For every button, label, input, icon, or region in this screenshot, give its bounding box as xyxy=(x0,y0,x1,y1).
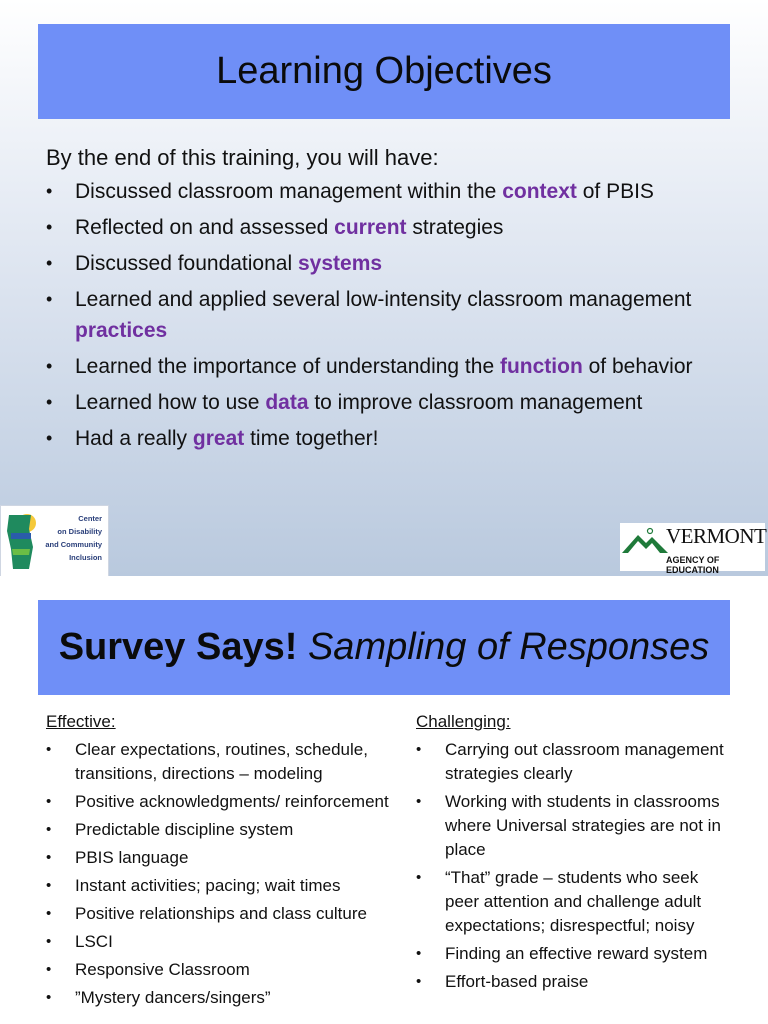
slide-survey-says xyxy=(0,580,768,1024)
list-item: • Discussed foundational systems xyxy=(46,248,736,279)
vermont-aoe-logo xyxy=(620,523,767,575)
effective-heading: Effective: xyxy=(46,712,116,731)
list-item: • Effort-based praise xyxy=(416,970,736,994)
challenging-heading: Challenging: xyxy=(416,712,511,731)
list-item: • Clear expectations, routines, schedule, transitions, directions – modeling xyxy=(46,740,368,783)
slide-title: Survey Says! Sampling of Responses xyxy=(58,626,710,668)
bullet-icon: • xyxy=(46,821,52,838)
bullet-icon: • xyxy=(46,181,53,201)
highlight-word: function xyxy=(499,355,583,378)
list-item: • Learned how to use data to improve classroom management xyxy=(46,387,736,418)
bullet-icon: • xyxy=(416,793,422,810)
highlight-word: data xyxy=(265,391,309,414)
list-item: • Discussed classroom management within the context of PBIS xyxy=(46,176,736,207)
list-item: • Working with students in classrooms where Universal strategies are not in place xyxy=(416,792,721,859)
list-item: • LSCI xyxy=(46,930,398,954)
title-bar xyxy=(38,24,730,119)
vermont-map-icon xyxy=(5,509,39,573)
bullet-icon: • xyxy=(46,356,53,376)
list-item: • Learned and applied several low-intensity classroom management practices xyxy=(46,284,736,346)
highlight-word: great xyxy=(192,427,245,450)
effective-list xyxy=(46,738,398,1014)
list-item: • “That” grade – students who seek peer attention and challenge adult expectations; disrespectful; noisy xyxy=(416,868,702,935)
agency-label: AGENCY OF EDUCATION xyxy=(666,555,720,575)
bullet-icon: • xyxy=(46,961,52,978)
bullet-icon: • xyxy=(46,849,52,866)
list-item: • ”Mystery dancers/singers” xyxy=(46,986,398,1010)
highlight-word: current xyxy=(334,216,407,239)
bullet-icon: • xyxy=(46,905,52,922)
list-item: • Had a really great time together! xyxy=(46,423,736,454)
slide-title: Learning Objectives xyxy=(216,50,552,92)
highlight-word: practices xyxy=(75,319,168,342)
highlight-word: systems xyxy=(297,252,383,275)
list-item: • Learned the importance of understanding the function of behavior xyxy=(46,351,736,382)
bullet-icon: • xyxy=(46,253,53,273)
list-item: • Carrying out classroom management strategies clearly xyxy=(416,740,724,783)
bullet-icon: • xyxy=(46,217,53,237)
bullet-icon: • xyxy=(46,741,52,758)
list-item: • Responsive Classroom xyxy=(46,958,398,982)
list-item: • Predictable discipline system xyxy=(46,818,398,842)
list-item: • Positive acknowledgments/ reinforcement xyxy=(46,790,398,814)
list-item: • Finding an effective reward system xyxy=(416,942,736,966)
vermont-wordmark: VERMONT xyxy=(666,524,767,548)
bullet-icon: • xyxy=(416,741,422,758)
challenging-list xyxy=(416,738,736,998)
highlight-word: context xyxy=(502,180,577,203)
bullet-icon: • xyxy=(416,869,422,886)
list-item: • Reflected on and assessed current strategies xyxy=(46,212,736,243)
intro-text: By the end of this training, you will have: xyxy=(46,145,439,170)
bullet-icon: • xyxy=(416,973,422,990)
bullet-icon: • xyxy=(46,289,53,309)
mountain-icon xyxy=(620,527,670,557)
title-bar xyxy=(38,600,730,695)
bullet-icon: • xyxy=(46,793,52,810)
list-item: • Instant activities; pacing; wait times xyxy=(46,874,398,898)
bullet-icon: • xyxy=(46,933,52,950)
bullet-icon: • xyxy=(416,945,422,962)
cdci-text: Center on Disability and Community Inclusion xyxy=(45,514,102,562)
objectives-list xyxy=(46,176,736,459)
list-item: • Positive relationships and class culture xyxy=(46,902,398,926)
cdci-logo xyxy=(0,505,109,576)
bullet-icon: • xyxy=(46,877,52,894)
list-item: • PBIS language xyxy=(46,846,398,870)
bullet-icon: • xyxy=(46,428,53,448)
bullet-icon: • xyxy=(46,989,52,1006)
bullet-icon: • xyxy=(46,392,53,412)
